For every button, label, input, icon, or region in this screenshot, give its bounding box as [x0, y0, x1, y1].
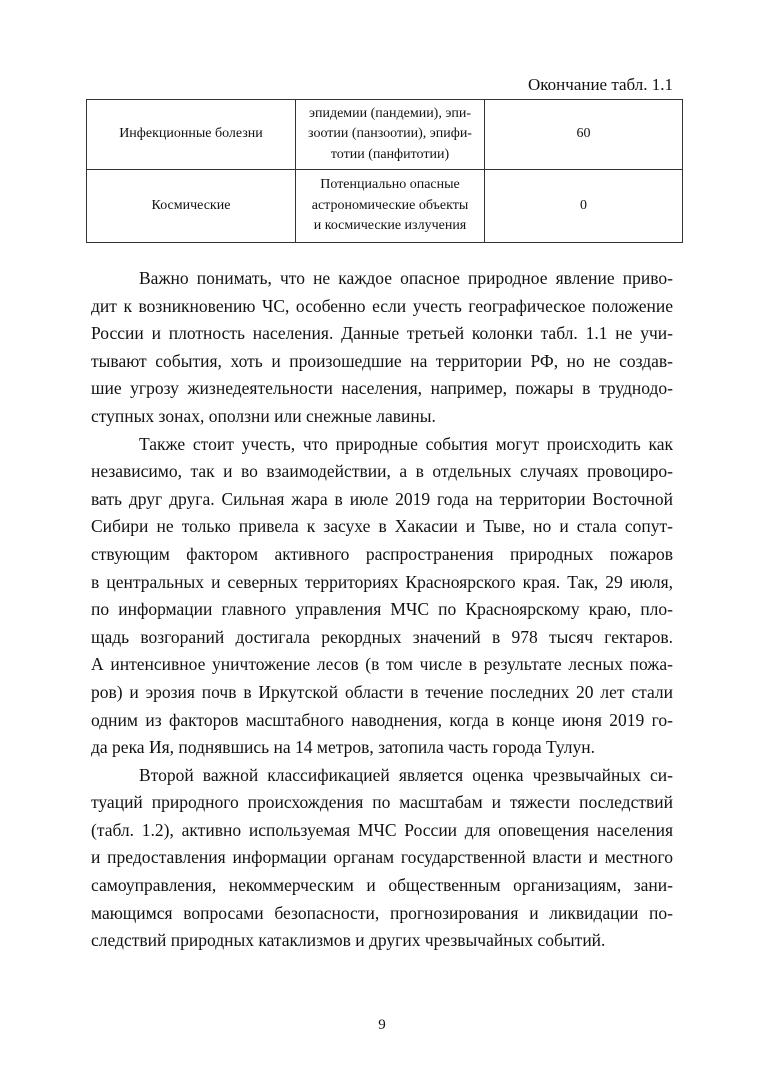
text-line: по информации главного управления МЧС по Красноярскому краю, пло-: [91, 599, 673, 620]
text-line: щадь возгораний достигала рекордных значений в 978 тысяч гектаров.: [91, 626, 673, 647]
text-line: ступных зонах, оползни или снежные лавины.: [91, 405, 436, 426]
table-cell-count: 0: [485, 170, 683, 243]
text-line: тывают события, хоть и произошедшие на территории РФ, но не создав-: [91, 350, 673, 371]
text-line: Сибири не только привела к засухе в Хакасии и Тыве, но и стала сопут-: [91, 516, 673, 537]
hazard-table: [86, 99, 683, 243]
paragraph: [91, 265, 673, 431]
text-line: самоуправления, некоммерческим и общественным организациям, зани-: [91, 875, 673, 896]
table-cell-events: [296, 100, 485, 170]
cell-line: эпидемии (пандемии), эпи-: [308, 105, 472, 121]
table-caption: Окончание табл. 1.1: [528, 75, 673, 94]
cell-line: и космические излучения: [313, 218, 467, 234]
text-line: одним из факторов масштабного наводнения, когда в конце июня 2019 го-: [91, 709, 673, 730]
cell-line: Потенциально опасные: [320, 177, 460, 193]
table-cell-count: 60: [485, 100, 683, 170]
table-cell-category: Инфекционные болезни: [87, 100, 296, 170]
text-line: вать друг друга. Сильная жара в июле 2019 года на территории Восточной: [91, 488, 673, 509]
table-row: [87, 100, 683, 170]
text-line: России и плотность населения. Данные третьей колонки табл. 1.1 не учи-: [91, 323, 673, 344]
table-cell-events: [296, 170, 485, 243]
cell-line: тотии (панфитотии): [330, 146, 450, 162]
text-line: ствующим фактором активного распространения природных пожаров: [91, 543, 673, 564]
text-line: (табл. 1.2), активно используемая МЧС России для оповещения населения: [91, 819, 673, 840]
text-line: в центральных и северных территориях Красноярского края. Так, 29 июля,: [91, 571, 673, 592]
paragraph: [91, 762, 673, 955]
text-line: Второй важной классификацией является оценка чрезвычайных си-: [139, 764, 673, 785]
table-cell-category: Космические: [87, 170, 296, 243]
text-line: и предоставления информации органам государственной власти и местного: [91, 847, 673, 868]
text-line: Также стоит учесть, что природные события могут происходить как: [139, 433, 673, 454]
paragraph: [91, 431, 673, 762]
text-line: дит к возникновению ЧС, особенно если учесть географическое положение: [91, 295, 673, 316]
body-text: [91, 265, 673, 955]
text-line: А интенсивное уничтожение лесов (в том числе в результате лесных пожа-: [91, 654, 673, 675]
text-line: шие угрозу жизнедеятельности населения, например, пожары в труднодо-: [91, 378, 673, 399]
text-line: туаций природного происхождения по масштабам и тяжести последствий: [91, 792, 673, 813]
text-line: ров) и эрозия почв в Иркутской области в течение последних 20 лет стали: [91, 681, 673, 702]
text-line: Важно понимать, что не каждое опасное природное явление приво-: [139, 268, 673, 288]
text-line: мающимся вопросами безопасности, прогнозирования и ликвидации по-: [91, 902, 673, 923]
page-number: 9: [378, 1017, 386, 1033]
text-line: да река Ия, поднявшись на 14 метров, затопила часть города Тулун.: [91, 737, 596, 758]
text-line: независимо, так и во взаимодействии, а в отдельных случаях провоциро-: [91, 461, 673, 482]
cell-line: астрономические объекты: [311, 197, 469, 213]
text-line: следствий природных катаклизмов и других чрезвычайных событий.: [91, 930, 606, 951]
cell-line: зоотии (панзоотии), эпифи-: [308, 126, 472, 142]
table-row: [87, 170, 683, 243]
